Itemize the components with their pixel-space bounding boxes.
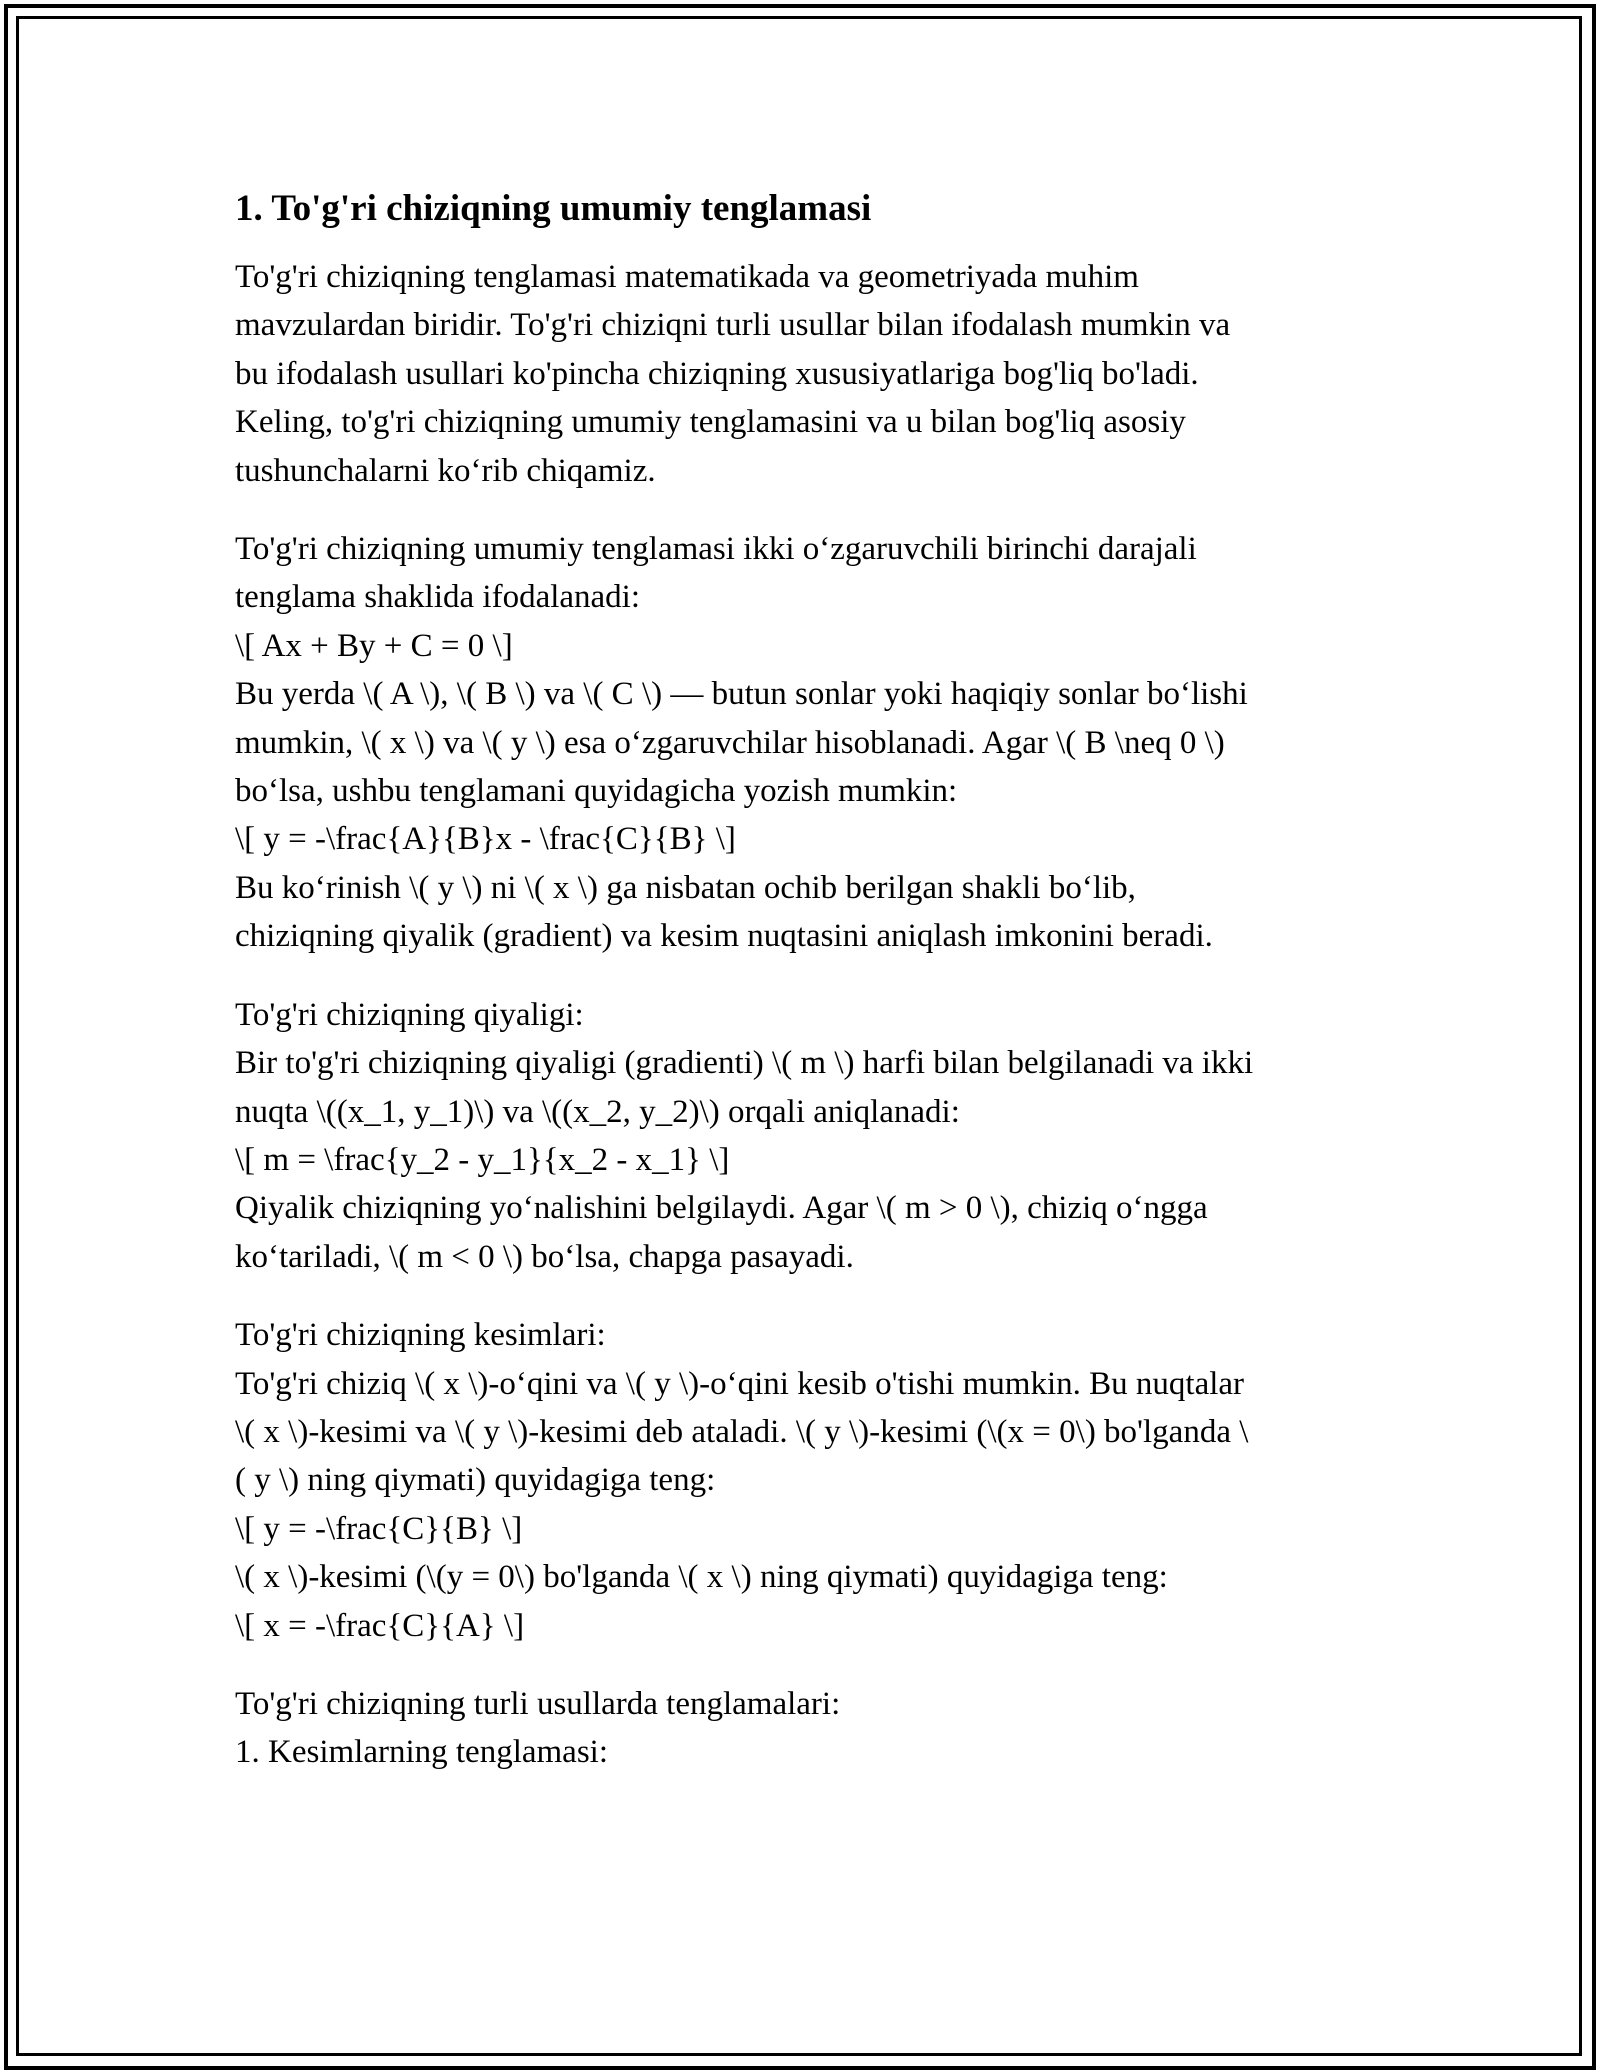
paragraph-intro [235,253,1375,495]
paragraph-intercepts [235,1311,1375,1650]
text-line: nuqta \((x_1, y_1)\) va \((x_2, y_2)\) orqali aniqlanadi: [235,1093,960,1130]
text-line: mumkin, \( x \) va \( y \) esa o‘zgaruvchilar hisoblanadi. Agar \( B \neq 0 \) [235,724,1225,761]
paragraph-general-equation [235,525,1375,961]
text-line: \( x \)-kesimi va \( y \)-kesimi deb ataladi. \( y \)-kesimi (\(x = 0\) bo'lganda \ [235,1413,1249,1450]
text-line: Qiyalik chiziqning yo‘nalishini belgilaydi. Agar \( m > 0 \), chiziq o‘ngga [235,1190,1208,1227]
list-item: 1. Kesimlarning tenglamasi: [235,1734,609,1771]
text-line: ko‘tariladi, \( m < 0 \) bo‘lsa, chapga pasayadi. [235,1238,854,1275]
formula-line: \[ y = -\frac{A}{B}x - \frac{C}{B} \] [235,821,736,858]
text-line: bo‘lsa, ushbu tenglamani quyidagicha yozish mumkin: [235,773,958,810]
formula-line: \[ x = -\frac{C}{A} \] [235,1607,525,1644]
text-line: Bu yerda \( A \), \( B \) va \( C \) — butun sonlar yoki haqiqiy sonlar bo‘lishi [235,676,1248,713]
formula-line: \[ Ax + By + C = 0 \] [235,627,513,664]
text-line: tushunchalarni ko‘rib chiqamiz. [235,452,656,489]
subsection-label: To'g'ri chiziqning turli usullarda tenglamalari: [235,1685,841,1722]
text-line: Keling, to'g'ri chiziqning umumiy tenglamasini va u bilan bog'liq asosiy [235,404,1186,441]
subsection-label: To'g'ri chiziqning kesimlari: [235,1317,606,1354]
paragraph-equation-forms [235,1680,1375,1777]
text-line: bu ifodalash usullari ko'pincha chiziqning xususiyatlariga bog'liq bo'ladi. [235,355,1199,392]
text-line: tenglama shaklida ifodalanadi: [235,579,641,616]
text-line: To'g'ri chiziqning umumiy tenglamasi ikki o‘zgaruvchili birinchi darajali [235,531,1197,568]
paragraph-slope [235,991,1375,1281]
document-body [235,185,1375,1807]
text-line: mavzulardan biridir. To'g'ri chiziqni turli usullar bilan ifodalash mumkin va [235,307,1231,344]
subsection-label: To'g'ri chiziqning qiyaligi: [235,996,584,1033]
formula-line: \[ y = -\frac{C}{B} \] [235,1510,523,1547]
text-line: To'g'ri chiziq \( x \)-o‘qini va \( y \)-o‘qini kesib o'tishi mumkin. Bu nuqtalar [235,1365,1245,1402]
section-heading: 1. To'g'ri chiziqning umumiy tenglamasi [235,188,872,229]
text-line: Bir to'g'ri chiziqning qiyaligi (gradienti) \( m \) harfi bilan belgilanadi va ikki [235,1045,1254,1082]
text-line: chiziqning qiyalik (gradient) va kesim nuqtasini aniqlash imkonini beradi. [235,918,1213,955]
text-line: \( x \)-kesimi (\(y = 0\) bo'lganda \( x \) ning qiymati) quyidagiga teng: [235,1559,1168,1596]
text-line: Bu ko‘rinish \( y \) ni \( x \) ga nisbatan ochib berilgan shakli bo‘lib, [235,869,1136,906]
formula-line: \[ m = \frac{y_2 - y_1}{x_2 - x_1} \] [235,1141,730,1178]
text-line: To'g'ri chiziqning tenglamasi matematikada va geometriyada muhim [235,259,1139,295]
text-line: ( y \) ning qiymati) quyidagiga teng: [235,1462,716,1499]
